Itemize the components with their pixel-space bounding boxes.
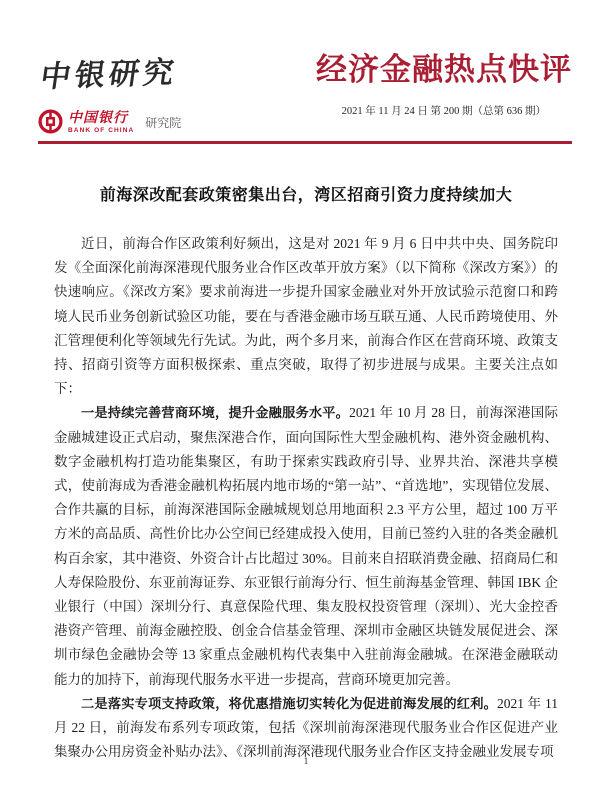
paragraph-1 xyxy=(54,232,558,401)
bank-of-china-logo xyxy=(38,109,181,134)
paragraph-3 xyxy=(54,692,558,765)
paragraph-2-text: 2021 年 10 月 28 日，前海深港国际金融城建设正式启动，聚焦深港合作，面向国际性大型金融机构、港外资金融机构、数字金融机构打造功能集聚区，有助于探索实践政府引导、业界共治、深港共享模式，使前海成为香港金融机构拓展内地市场的“第一站”、“首选地”，实现错位发展、合作共赢的目标，前海深港国际金融城规划总用地面积 2.3 平方公里，超过 100 万平方米的高品质、高性价比办公空间已经建成投入使用，目前已签约入驻的各类金融机构百余家，其中港资、外资合计占比超过 30%。目前来自招联消费金融、招商局仁和人寿保险股份、东亚前海证券、东亚银行前海分行、恒生前海基金管理、韩国 IBK 企业银行（中国）深圳分行、真意保险代理、集友股权投资管理（深圳）、光大金控香港资产管理、前海金融控股、创金合信基金管理、深圳市金融区块链发展促进会、深圳市绿色金融协会等 13 家重点金融机构代表集中入驻前海金融城。在深港金融联动能力的加持下，前海现代服务水平进一步提高，营商环境更加完善。 xyxy=(54,405,559,687)
page-number: 1 xyxy=(303,757,309,767)
masthead-divider-rule xyxy=(38,141,572,144)
masthead-right xyxy=(316,52,572,118)
boc-logo-chinese: 中国银行 xyxy=(68,110,128,126)
zhongyin-research-calligraphy-logo: 中银研究 xyxy=(38,55,180,96)
paragraph-1-text: 近日，前海合作区政策利好频出，这是对 2021 年 9 月 6 日中共中央、国务院印发《全面深化前海深港现代服务业合作区改革开放方案》（以下简称《深改方案》）的快速响应。《深改方案》要求前海进一步提升国家金融业对外开放试验示范窗口和跨境人民币业务创新试验区功能，要在与香港金融市场互联互通、人民币跨境使用、外汇管理便利化等领域先行先试。为此，两个多月来，前海合作区在营商环境、政策支持、招商引资等方面积极探索、重点突破，取得了初步进展与成果。主要关注点如下： xyxy=(54,236,558,397)
boc-coin-emblem-icon xyxy=(38,109,63,134)
boc-logo-english: BANK OF CHINA xyxy=(68,126,135,134)
paragraph-3-text: 2021 年 11 月 22 日，前海发布系列专项政策，包括《深圳前海深港现代服务业合作区促进产业集聚办公用房资金补贴办法》、《深圳前海深港现代服务业合作区支持金融业发展专项 xyxy=(54,695,558,760)
masthead xyxy=(0,0,612,134)
issue-date-line: 2021 年 11 月 24 日 第 200 期（总第 636 期） xyxy=(341,105,546,117)
article-body xyxy=(0,182,612,764)
paragraph-3-lead: 二是落实专项支持政策，将优惠措施切实转化为促进前海发展的红利。 xyxy=(81,695,498,711)
boc-logo-text xyxy=(68,112,134,135)
paragraph-2 xyxy=(54,401,558,691)
research-institute-label: 研究院 xyxy=(145,116,182,130)
article-title: 前海深改配套政策密集出台，湾区招商引资力度持续加大 xyxy=(99,187,513,204)
bulletin-title: 经济金融热点快评 xyxy=(316,52,572,87)
article-paragraphs xyxy=(54,232,558,764)
paragraph-2-lead: 一是持续完善营商环境，提升金融服务水平。 xyxy=(81,405,350,421)
masthead-left xyxy=(38,52,181,134)
